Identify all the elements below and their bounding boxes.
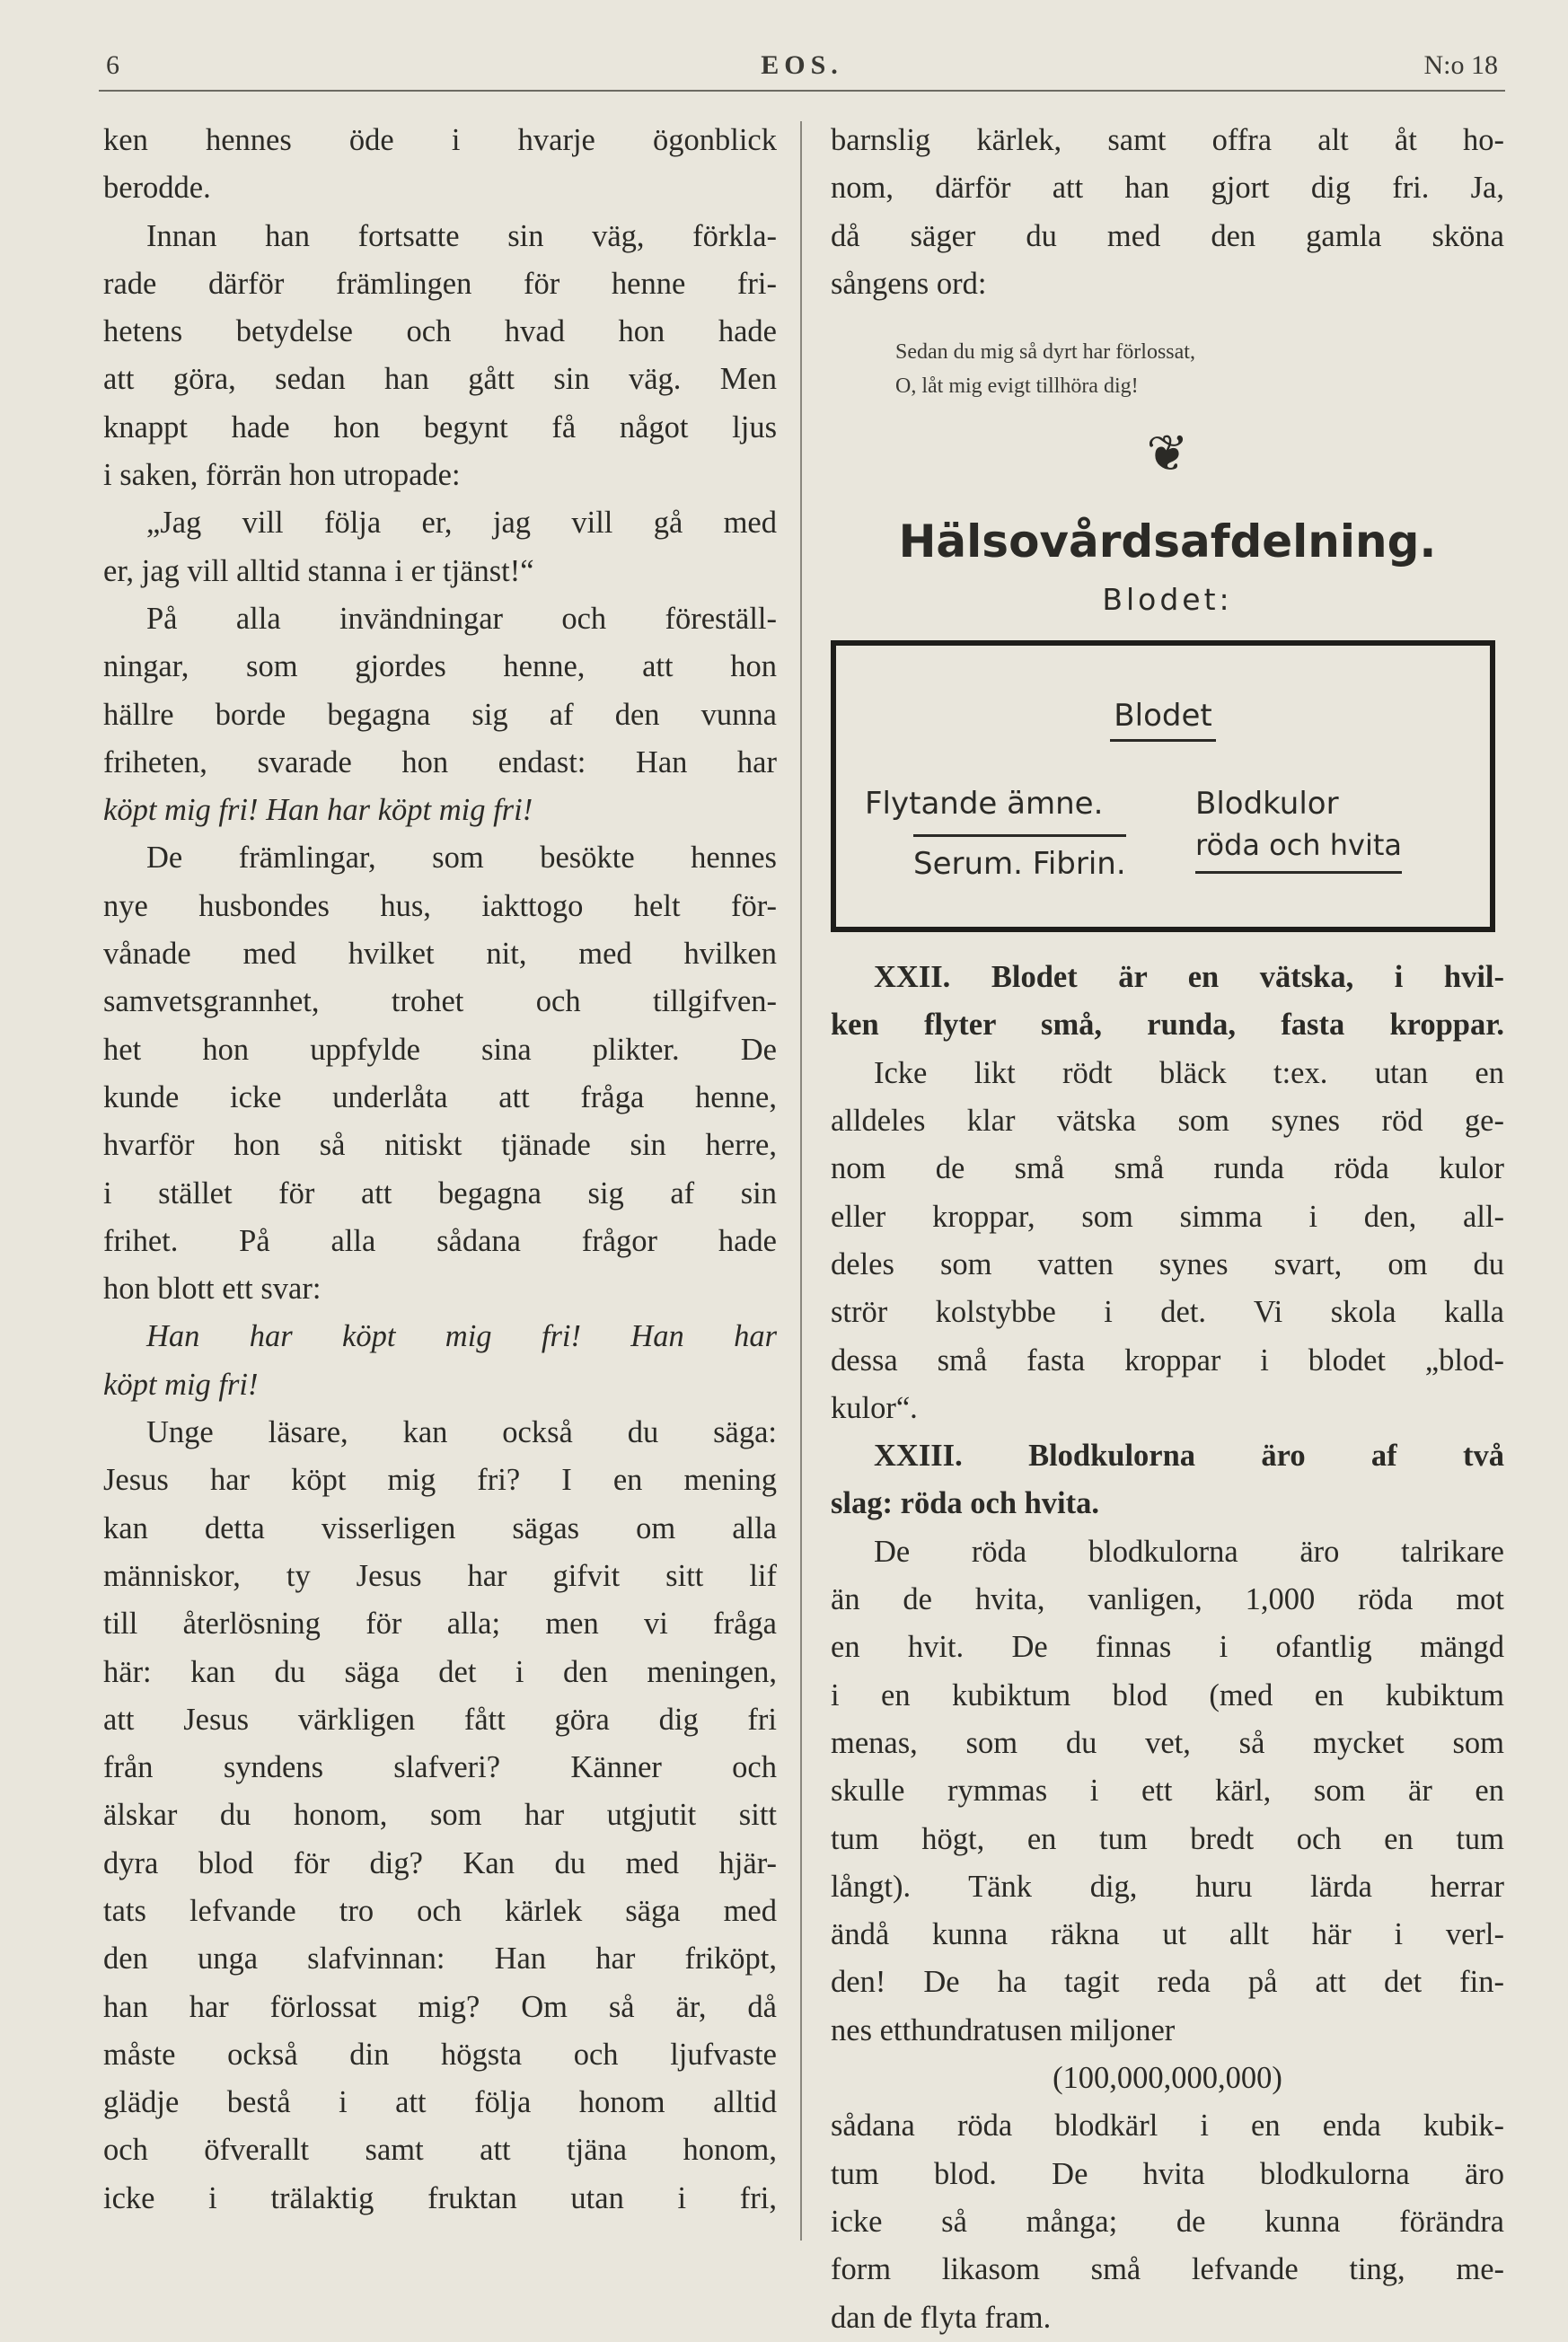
text-line: nes etthundratusen miljoner bbox=[831, 2012, 1176, 2047]
text-line: nye husbondes hus, iakttogo helt för- bbox=[103, 888, 777, 923]
poem-quote bbox=[895, 335, 1504, 403]
text-line: köpt mig fri! Han har köpt mig fri! bbox=[103, 793, 533, 828]
text-line: knappt hade hon begynt få något ljus bbox=[103, 409, 777, 445]
text-line: från syndens slafveri? Känner och bbox=[103, 1750, 777, 1785]
section-subtitle: Blodet: bbox=[1102, 582, 1233, 618]
text-line: deles som vatten synes svart, om du bbox=[831, 1246, 1504, 1281]
text-line: människor, ty Jesus har gifvit sitt lif bbox=[103, 1558, 777, 1593]
text-line: tats lefvande tro och kärlek säga med bbox=[103, 1893, 777, 1928]
text-line: nom, därför att han gjort dig fri. Ja, bbox=[831, 171, 1504, 206]
text-line: De röda blodkulorna äro talrikare bbox=[874, 1534, 1504, 1569]
text-line: han har förlossat mig? Om så är, då bbox=[103, 1989, 777, 2024]
text-line: dan de flyta fram. bbox=[831, 2300, 1052, 2335]
header-rule bbox=[99, 90, 1505, 92]
flower-ornament-icon: ❦ bbox=[1146, 427, 1189, 483]
text-line: kulor“. bbox=[831, 1390, 918, 1425]
text-line: „Jag vill följa er, jag vill gå med bbox=[146, 506, 777, 541]
text-line: samvetsgrannhet, trohet och tillgifven- bbox=[103, 984, 777, 1019]
masthead-title: EOS. bbox=[761, 50, 843, 80]
diagram-left-label: Flytande ämne. bbox=[865, 786, 1104, 823]
text-line: hetens betydelse och hvad hon hade bbox=[103, 314, 777, 349]
text-line: skulle rymmas i ett kärl, som är en bbox=[831, 1774, 1504, 1809]
text-line: dessa små fasta kroppar i blodet „blod- bbox=[831, 1343, 1504, 1378]
text-line: långt). Tänk dig, huru lärda herrar bbox=[831, 1869, 1504, 1904]
text-line: icke i trälaktig fruktan utan i fri, bbox=[103, 2180, 777, 2215]
text-line: hällre borde begagna sig af den vunna bbox=[103, 697, 777, 732]
text-line: Icke likt rödt bläck t:ex. utan en bbox=[874, 1055, 1504, 1090]
text-line: Jesus har köpt mig fri? I en mening bbox=[103, 1463, 777, 1498]
text-line: kan detta visserligen sägas om alla bbox=[103, 1510, 777, 1545]
text-line: sångens ord: bbox=[831, 266, 987, 301]
text-line: att göra, sedan han gått sin väg. Men bbox=[103, 362, 777, 397]
text-line: älskar du honom, som har utgjutit sitt bbox=[103, 1798, 777, 1833]
text-line: nom de små små runda röda kulor bbox=[831, 1151, 1504, 1186]
text-line: hon blott ett svar: bbox=[103, 1272, 322, 1307]
text-line: i en kubiktum blod (med en kubiktum bbox=[831, 1677, 1504, 1712]
text-line: att Jesus värkligen fått göra dig fri bbox=[103, 1702, 777, 1737]
text-line: måste också din högsta och ljufvaste bbox=[103, 2037, 777, 2072]
right-column-body-text bbox=[831, 954, 1504, 2342]
text-line: i stället för att begagna sig af sin bbox=[103, 1175, 777, 1211]
text-line: frihet. På alla sådana frågor hade bbox=[103, 1223, 777, 1258]
text-line: tum högt, en tum bredt och en tum bbox=[831, 1821, 1504, 1856]
text-line: eller kroppar, som simma i den, all- bbox=[831, 1199, 1504, 1234]
text-line: icke så många; de kunna förändra bbox=[831, 2204, 1504, 2239]
text-line: form likasom små lefvande ting, me- bbox=[831, 2252, 1504, 2287]
text-line: tum blod. De hvita blodkulorna äro bbox=[831, 2156, 1504, 2191]
text-line: Unge läsare, kan också du säga: bbox=[146, 1415, 777, 1450]
text-line: slag: röda och hvita. bbox=[831, 1486, 1100, 1521]
left-column bbox=[103, 117, 777, 2223]
text-line: Han har köpt mig fri! Han har bbox=[146, 1319, 777, 1354]
diagram-left-sub-label: Serum. Fibrin. bbox=[913, 834, 1126, 888]
text-line: De främlingar, som besökte hennes bbox=[146, 841, 777, 876]
text-line: På alla invändningar och föreställ- bbox=[146, 601, 777, 636]
text-line: barnslig kärlek, samt offra alt åt ho- bbox=[831, 123, 1504, 157]
text-line: XXII. Blodet är en vätska, i hvil- bbox=[874, 960, 1504, 995]
text-line: berodde. bbox=[103, 171, 211, 206]
text-line: dyra blod för dig? Kan du med hjär- bbox=[103, 1845, 777, 1880]
column-divider bbox=[800, 121, 802, 2241]
text-line: en hvit. De finnas i ofantlig mängd bbox=[831, 1630, 1504, 1665]
text-line: glädje bestå i att följa honom alltid bbox=[103, 2085, 777, 2120]
issue-number: N:o 18 bbox=[1423, 50, 1498, 80]
text-line: het hon uppfylde sina plikter. De bbox=[103, 1032, 777, 1067]
text-line: ken hennes öde i hvarje ögonblick bbox=[103, 123, 777, 157]
text-line: vånade med hvilket nit, med hvilken bbox=[103, 937, 777, 972]
diagram-right-label: Blodkulor bbox=[1195, 786, 1339, 823]
text-line: Innan han fortsatte sin väg, förkla- bbox=[146, 218, 777, 253]
page-header bbox=[99, 45, 1505, 90]
diagram-root-label: Blodet bbox=[1110, 698, 1215, 742]
diagram-right-sub-label: röda och hvita bbox=[1195, 822, 1402, 874]
text-line: den! De ha tagit reda på att det fin- bbox=[831, 1965, 1504, 2000]
right-column bbox=[831, 117, 1504, 2342]
text-line: ändå kunna räkna ut allt här i verl- bbox=[831, 1917, 1504, 1952]
poem-line: Sedan du mig så dyrt har förlossat, bbox=[895, 340, 1195, 365]
text-line: köpt mig fri! bbox=[103, 1367, 259, 1402]
text-line: alldeles klar vätska som synes röd ge- bbox=[831, 1104, 1504, 1139]
blood-diagram bbox=[831, 640, 1495, 932]
text-line: och öfverallt samt att tjäna honom, bbox=[103, 2133, 777, 2168]
text-line: än de hvita, vanligen, 1,000 röda mot bbox=[831, 1582, 1504, 1617]
text-line: rade därför främlingen för henne fri- bbox=[103, 266, 777, 301]
text-line: ken flyter små, runda, fasta kroppar. bbox=[831, 1008, 1504, 1043]
poem-line: O, låt mig evigt tillhöra dig! bbox=[895, 374, 1139, 399]
page-number: 6 bbox=[106, 50, 119, 80]
text-line: strör kolstybbe i det. Vi skola kalla bbox=[831, 1295, 1504, 1330]
text-line: hvarför hon så nitiskt tjänade sin herre, bbox=[103, 1128, 777, 1163]
text-line: kunde icke underlåta att fråga henne, bbox=[103, 1079, 777, 1114]
text-line: sådana röda blodkärl i en enda kubik- bbox=[831, 2109, 1504, 2144]
text-line: i saken, förrän hon utropade: bbox=[103, 458, 461, 493]
text-line: XXIII. Blodkulorna äro af två bbox=[874, 1439, 1504, 1474]
text-line: (100,000,000,000) bbox=[1053, 2061, 1282, 2096]
text-line: här: kan du säga det i den meningen, bbox=[103, 1654, 777, 1689]
text-line: till återlösning för alla; men vi fråga bbox=[103, 1607, 777, 1642]
text-line: ningar, som gjordes henne, att hon bbox=[103, 649, 777, 684]
text-line: friheten, svarade hon endast: Han har bbox=[103, 744, 777, 779]
text-line: den unga slafvinnan: Han har friköpt, bbox=[103, 1941, 777, 1977]
text-line: menas, som du vet, så mycket som bbox=[831, 1725, 1504, 1760]
text-line: då säger du med den gamla sköna bbox=[831, 218, 1504, 253]
section-title: Hälsovårdsafdelning. bbox=[898, 515, 1437, 568]
text-line: er, jag vill alltid stanna i er tjänst!“ bbox=[103, 553, 534, 588]
right-column-top-text bbox=[831, 117, 1504, 308]
